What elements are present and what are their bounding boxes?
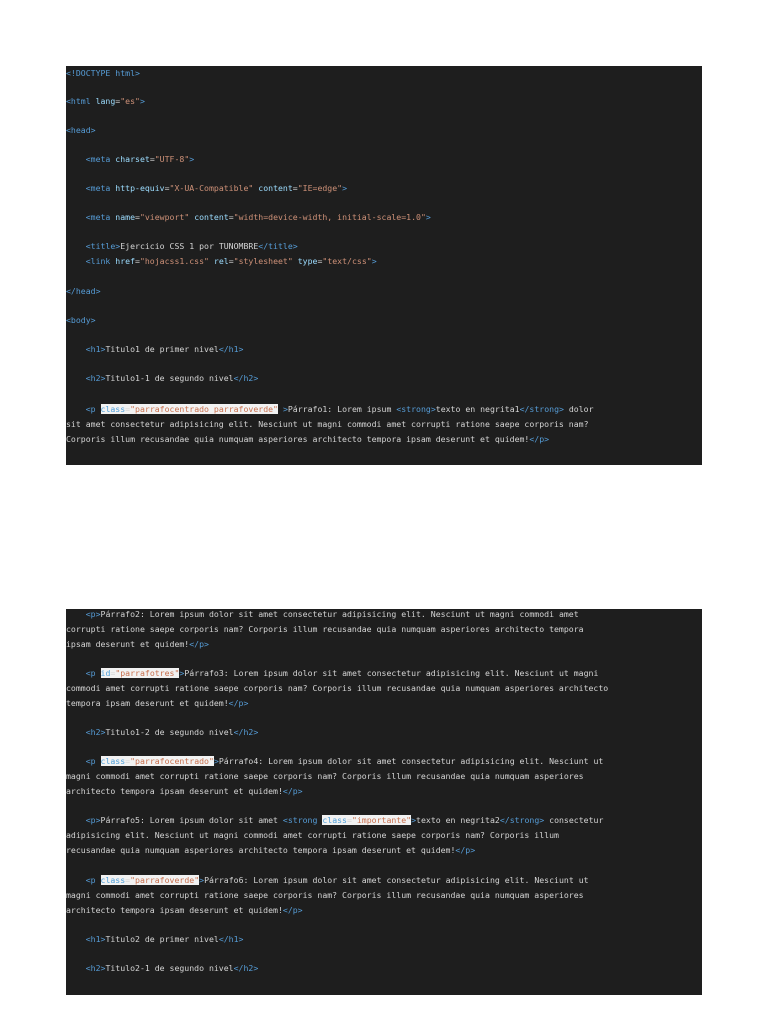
- code-token: <strong>: [396, 404, 436, 414]
- code-token: Titulo1 de primer nivel: [105, 344, 219, 354]
- code-token: >: [342, 183, 348, 193]
- code-token: [66, 183, 86, 193]
- code-token: architecto tempora ipsam deserunt et quidem!: [66, 905, 283, 915]
- code-token: charset: [115, 154, 150, 164]
- code-token: </p>: [189, 639, 209, 649]
- code-token: rel: [213, 256, 229, 266]
- code-token: content: [258, 183, 293, 193]
- code-token: architecto tempora ipsam deserunt et quidem!: [66, 786, 283, 796]
- code-token: [66, 668, 86, 678]
- code-token: <h2>: [85, 963, 106, 973]
- code-token: </h1>: [218, 934, 244, 944]
- code-token: [66, 963, 86, 973]
- code-token: [66, 154, 86, 164]
- code-token: <strong: [282, 815, 323, 825]
- code-token: [66, 344, 86, 354]
- code-token: =: [292, 183, 298, 193]
- code-token: =: [135, 212, 140, 222]
- code-line: [66, 932, 702, 947]
- code-token: =: [164, 183, 170, 193]
- highlighted-attribute: [101, 875, 200, 885]
- code-token: commodi amet corrupti ratione saepe corporis nam? Corporis illum recusandae quia numquam asperiores architecto: [66, 683, 609, 693]
- code-token: <html: [66, 96, 96, 106]
- code-token: <body>: [66, 315, 96, 325]
- code-token: =: [228, 256, 234, 266]
- code-line: [66, 622, 702, 637]
- code-token: "parrafotres": [115, 668, 180, 678]
- code-line: [66, 342, 702, 357]
- code-token: <h1>: [85, 934, 106, 944]
- code-token: class: [100, 875, 126, 885]
- code-token: corrupti ratione saepe corporis nam? Corporis illum recusandae quia numquam asperiores architecto tempora: [66, 624, 584, 634]
- code-token: dolor: [563, 404, 594, 414]
- code-token: Párrafo1: Lorem ipsum: [287, 404, 397, 414]
- code-token: [66, 756, 86, 766]
- code-token: >: [425, 212, 431, 222]
- code-token: "parrafocentrado parrafoverde": [130, 404, 278, 414]
- code-token: </strong>: [499, 815, 545, 825]
- code-token: [66, 609, 86, 619]
- code-line: [66, 873, 702, 888]
- code-token: =: [347, 815, 352, 825]
- code-token: http-equiv: [115, 183, 165, 193]
- code-line: [66, 769, 702, 784]
- code-token: [66, 934, 86, 944]
- code-token: [66, 241, 86, 251]
- code-token: "es": [120, 96, 140, 106]
- code-token: <h2>: [85, 727, 106, 737]
- code-token: ipsam deserunt et quidem!: [66, 639, 190, 649]
- code-token: =: [149, 154, 155, 164]
- code-token: =: [125, 875, 131, 885]
- code-token: Titulo2-1 de segundo nivel: [105, 963, 234, 973]
- code-token: =: [317, 256, 323, 266]
- code-line: [66, 94, 702, 109]
- code-token: >: [139, 96, 145, 106]
- code-token: </title>: [258, 241, 298, 251]
- code-line: [66, 152, 702, 167]
- code-token: [66, 404, 86, 414]
- code-token: <link: [85, 256, 116, 266]
- code-token: <p: [85, 756, 101, 766]
- code-line: [66, 123, 702, 138]
- code-token: href: [115, 256, 136, 266]
- code-token: "parrafoverde": [130, 875, 200, 885]
- code-token: Titulo1-1 de segundo nivel: [105, 373, 234, 383]
- code-token: >: [282, 404, 288, 414]
- code-line: [66, 754, 702, 769]
- code-line: [66, 371, 702, 386]
- code-token: </p>: [282, 905, 303, 915]
- code-line: [66, 681, 702, 696]
- code-token: Titulo1-2 de segundo nivel: [105, 727, 234, 737]
- code-token: Párrafo5: Lorem ipsum dolor sit amet: [100, 815, 283, 825]
- code-token: class: [100, 756, 126, 766]
- code-line: [66, 828, 702, 843]
- code-line: [66, 637, 702, 652]
- code-line: [66, 961, 702, 976]
- code-token: =: [125, 756, 131, 766]
- code-token: <p: [85, 668, 101, 678]
- code-token: sit amet consectetur adipisicing elit. Nesciunt ut magni commodi amet corrupti ratione saepe corporis nam?: [66, 419, 589, 429]
- code-token: </h2>: [233, 373, 259, 383]
- code-line: [66, 210, 702, 225]
- code-line: [66, 903, 702, 918]
- code-token: Ejercicio CSS 1 por TUNOMBRE: [120, 241, 259, 251]
- code-token: <meta: [85, 183, 116, 193]
- code-token: consectetur: [544, 815, 604, 825]
- code-screenshot-bottom: [66, 609, 702, 995]
- code-line: [66, 725, 702, 740]
- code-token: [66, 875, 86, 885]
- code-token: <p>: [85, 609, 101, 619]
- code-token: <title>: [85, 241, 121, 251]
- highlighted-attribute: [101, 668, 180, 678]
- code-token: [66, 256, 86, 266]
- code-token: magni commodi amet corrupti ratione saepe corporis nam? Corporis illum recusandae quia numquam asperiores: [66, 771, 584, 781]
- code-token: "text/css": [322, 256, 372, 266]
- code-token: >: [189, 154, 195, 164]
- code-token: type: [297, 256, 318, 266]
- code-line: [66, 696, 702, 711]
- code-token: recusandae quia numquam asperiores architecto tempora ipsam deserunt et quidem!: [66, 845, 456, 855]
- code-token: =: [135, 256, 140, 266]
- highlighted-attribute: [322, 815, 411, 825]
- code-token: name: [115, 212, 136, 222]
- code-token: "parrafocentrado": [130, 756, 214, 766]
- code-line: [66, 609, 702, 622]
- code-token: Corporis illum recusandae quia numquam asperiores architecto tempora ipsam deserunt et quidem!: [66, 434, 530, 444]
- code-token: </strong>: [519, 404, 564, 414]
- code-screenshot-top: [66, 66, 702, 465]
- code-token: Párrafo3: Lorem ipsum dolor sit amet consectetur adipisicing elit. Nesciunt ut magni: [184, 668, 599, 678]
- code-token: "importante": [351, 815, 412, 825]
- code-token: texto en negrita1: [435, 404, 520, 414]
- code-token: >: [199, 875, 205, 885]
- code-token: "hojacss1.css": [139, 256, 209, 266]
- code-token: >: [411, 815, 417, 825]
- code-token: =: [115, 96, 121, 106]
- code-token: <p: [85, 404, 101, 414]
- code-token: lang: [95, 96, 116, 106]
- code-token: </head>: [66, 286, 101, 296]
- code-line: [66, 843, 702, 858]
- code-token: >: [179, 668, 185, 678]
- code-token: class: [322, 815, 347, 825]
- code-token: >: [371, 256, 377, 266]
- code-token: <head>: [66, 125, 96, 135]
- code-line: [66, 888, 702, 903]
- code-token: [66, 815, 86, 825]
- code-line: [66, 181, 702, 196]
- code-token: <h2>: [85, 373, 106, 383]
- code-line: [66, 432, 702, 447]
- code-token: </p>: [282, 786, 303, 796]
- code-token: "X-UA-Compatible": [169, 183, 254, 193]
- code-token: Párrafo4: Lorem ipsum dolor sit amet consectetur adipisicing elit. Nesciunt ut: [218, 756, 604, 766]
- code-token: </p>: [529, 434, 550, 444]
- code-token: content: [194, 212, 229, 222]
- code-token: Titulo2 de primer nivel: [105, 934, 219, 944]
- code-line: [66, 417, 702, 432]
- code-token: <p: [85, 875, 101, 885]
- code-token: class: [100, 404, 126, 414]
- code-token: [66, 727, 86, 737]
- code-token: id: [100, 668, 111, 678]
- code-line: [66, 666, 702, 681]
- code-line: [66, 402, 702, 417]
- code-token: "UTF-8": [154, 154, 190, 164]
- code-token: </h2>: [233, 963, 259, 973]
- code-token: </p>: [455, 845, 476, 855]
- code-token: =: [125, 404, 131, 414]
- code-line: [66, 239, 702, 254]
- code-token: tempora ipsam deserunt et quidem!: [66, 698, 229, 708]
- highlighted-attribute: [101, 404, 278, 414]
- code-token: [66, 373, 86, 383]
- code-line: [66, 784, 702, 799]
- code-token: <meta: [85, 212, 116, 222]
- code-line: [66, 254, 702, 269]
- code-token: texto en negrita2: [416, 815, 500, 825]
- code-token: >: [213, 756, 219, 766]
- code-line: [66, 284, 702, 299]
- code-token: <h1>: [85, 344, 106, 354]
- code-token: "IE=edge": [297, 183, 343, 193]
- code-token: adipisicing elit. Nesciunt ut magni commodi amet corrupti ratione saepe corporis nam? Corporis illum: [66, 830, 559, 840]
- code-token: [66, 212, 86, 222]
- code-token: =: [110, 668, 116, 678]
- code-token: </h1>: [218, 344, 244, 354]
- code-token: <p>: [85, 815, 101, 825]
- code-token: "stylesheet": [233, 256, 293, 266]
- highlighted-attribute: [101, 756, 214, 766]
- code-line: [66, 313, 702, 328]
- code-token: Párrafo6: Lorem ipsum dolor sit amet consectetur adipisicing elit. Nesciunt ut: [204, 875, 589, 885]
- code-token: "width=device-width, initial-scale=1.0": [233, 212, 426, 222]
- code-line: [66, 813, 702, 828]
- code-token: <meta: [85, 154, 116, 164]
- code-token: Párrafo2: Lorem ipsum dolor sit amet consectetur adipisicing elit. Nesciunt ut magni commodi amet: [100, 609, 579, 619]
- code-token: <!DOCTYPE html>: [66, 68, 140, 78]
- code-token: "viewport": [139, 212, 190, 222]
- code-token: </p>: [228, 698, 249, 708]
- code-token: =: [228, 212, 234, 222]
- code-token: </h2>: [233, 727, 259, 737]
- code-token: magni commodi amet corrupti ratione saepe corporis nam? Corporis illum recusandae quia numquam asperiores: [66, 890, 584, 900]
- code-line: [66, 66, 702, 81]
